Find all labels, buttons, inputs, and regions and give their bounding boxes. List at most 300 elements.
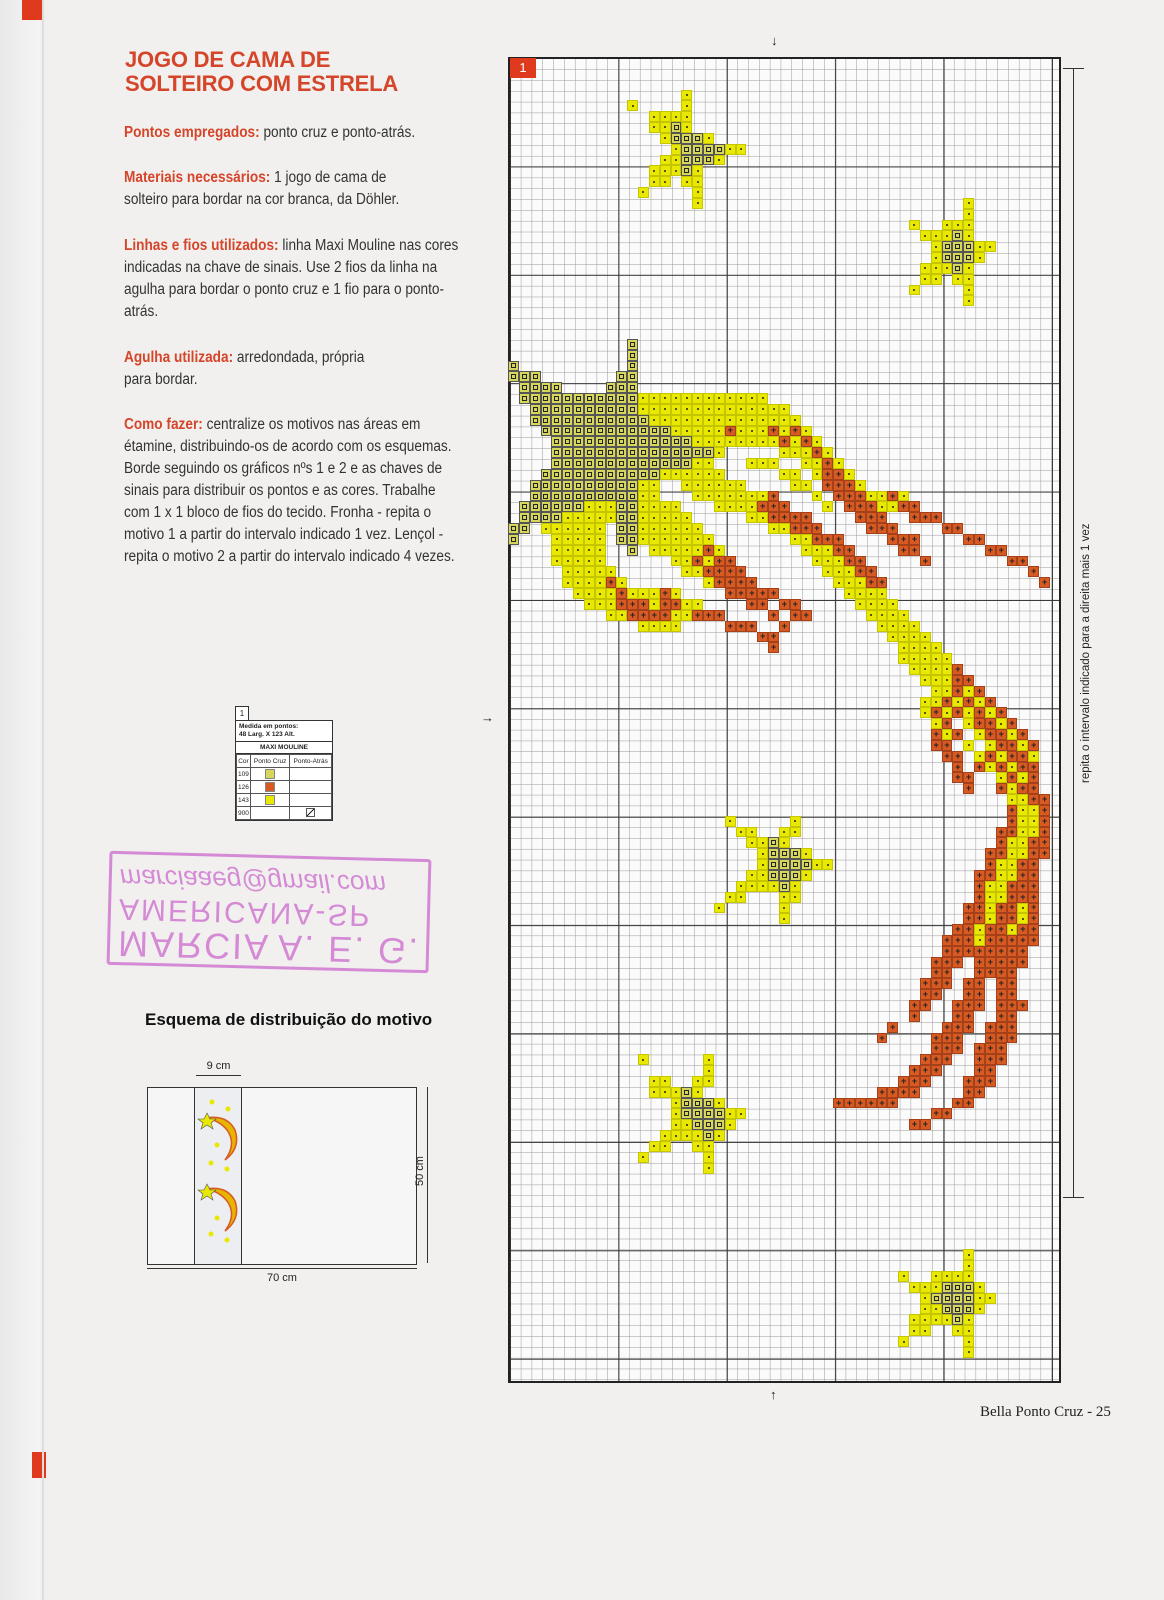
stitch-cell	[942, 968, 953, 979]
stitch-cell	[952, 220, 963, 231]
stitch-cell	[866, 610, 877, 621]
stitch-cell	[1039, 794, 1050, 805]
stitch-cell	[942, 1033, 953, 1044]
stitch-cell	[562, 426, 573, 437]
stitch-cell	[649, 447, 660, 458]
stitch-cell	[714, 577, 725, 588]
stitch-cell	[877, 588, 888, 599]
stitch-cell	[985, 903, 996, 914]
distribution-title: Esquema de distribuição do motivo	[145, 1010, 433, 1029]
stitch-cell	[779, 404, 790, 415]
stitch-cell	[606, 588, 617, 599]
stitch-cell	[985, 892, 996, 903]
stitch-cell	[942, 1271, 953, 1282]
stitch-cell	[692, 491, 703, 502]
stitch-cell	[595, 545, 606, 556]
stitch-cell	[942, 957, 953, 968]
stitch-cell	[606, 566, 617, 577]
stitch-cell	[757, 458, 768, 469]
stitch-cell	[595, 480, 606, 491]
stitch-cell	[1028, 913, 1039, 924]
stitch-cell	[974, 1076, 985, 1087]
stitch-cell	[974, 903, 985, 914]
stitch-cell	[671, 165, 682, 176]
stitch-cell	[920, 1119, 931, 1130]
stitch-cell	[790, 447, 801, 458]
stitch-cell	[963, 1076, 974, 1087]
stitch-cell	[746, 577, 757, 588]
stitch-cell	[681, 1098, 692, 1109]
stitch-cell	[790, 881, 801, 892]
repeat-arrow-right-icon: →	[481, 710, 494, 725]
stitch-cell	[768, 436, 779, 447]
key-size-value: 48 Larg. X 123 Alt.	[239, 731, 295, 738]
stitch-cell	[649, 165, 660, 176]
stitch-cell	[649, 523, 660, 534]
stitch-cell	[638, 469, 649, 480]
motif-thumbnail-icon	[195, 1088, 241, 1264]
stitch-cell	[638, 1054, 649, 1065]
stitch-cell	[779, 859, 790, 870]
stitch-cell	[985, 848, 996, 859]
stitch-cell	[660, 545, 671, 556]
stitch-cell	[703, 566, 714, 577]
stitch-cell	[920, 230, 931, 241]
stitch-cell	[768, 415, 779, 426]
stitch-cell	[996, 827, 1007, 838]
stitch-cell	[508, 361, 519, 372]
stitch-cell	[920, 263, 931, 274]
stitch-cell	[974, 946, 985, 957]
stitch-cell	[638, 621, 649, 632]
stitch-cell	[920, 978, 931, 989]
stitch-cell	[1017, 913, 1028, 924]
stitch-cell	[898, 534, 909, 545]
stitch-cell	[898, 632, 909, 643]
stitch-cell	[985, 740, 996, 751]
dimension-height: 50 cm	[413, 1156, 426, 1186]
stitch-cell	[920, 1065, 931, 1076]
stitch-cell	[757, 404, 768, 415]
stitch-cell	[866, 599, 877, 610]
stitch-cell	[931, 707, 942, 718]
stitch-cell	[703, 1152, 714, 1163]
stitch-cell	[1007, 751, 1018, 762]
stitch-cell	[931, 989, 942, 1000]
stitch-cell	[627, 480, 638, 491]
stitch-cell	[985, 1033, 996, 1044]
stitch-cell	[974, 686, 985, 697]
stitch-cell	[627, 404, 638, 415]
stitch-cell	[562, 458, 573, 469]
stitch-cell	[681, 512, 692, 523]
stitch-cell	[931, 252, 942, 263]
stitch-cell	[551, 491, 562, 502]
stitch-cell	[985, 1065, 996, 1076]
stitch-cell	[573, 491, 584, 502]
stitch-cell	[671, 1119, 682, 1130]
key-size	[236, 721, 332, 742]
stitch-cell	[996, 1054, 1007, 1065]
stitch-cell	[866, 523, 877, 534]
stitch-cell	[920, 512, 931, 523]
stitch-cell	[963, 209, 974, 220]
stitch-cell	[963, 783, 974, 794]
stitch-cell	[952, 1033, 963, 1044]
stitch-cell	[746, 599, 757, 610]
stitch-cell	[931, 718, 942, 729]
stitch-cell	[920, 1314, 931, 1325]
stitch-cell	[1028, 566, 1039, 577]
stitch-cell	[1007, 892, 1018, 903]
stitch-cell	[909, 534, 920, 545]
stitch-cell	[606, 599, 617, 610]
stitch-cell	[952, 924, 963, 935]
stitch-cell	[963, 718, 974, 729]
stitch-cell	[573, 436, 584, 447]
stitch-cell	[952, 664, 963, 675]
stitch-cell	[931, 1293, 942, 1304]
stitch-cell	[714, 393, 725, 404]
stitch-cell	[703, 1130, 714, 1141]
stitch-cell	[660, 436, 671, 447]
key-atras-cell	[290, 781, 332, 794]
stitch-cell	[887, 1087, 898, 1098]
section-pontos	[124, 122, 467, 144]
stitch-cell	[790, 436, 801, 447]
stitch-cell	[790, 469, 801, 480]
stitch-cell	[909, 1065, 920, 1076]
stitch-cell	[681, 111, 692, 122]
stitch-cell	[974, 1065, 985, 1076]
stitch-cell	[671, 447, 682, 458]
stitch-cell	[649, 393, 660, 404]
stitch-cell	[671, 523, 682, 534]
dimension-line	[196, 1075, 241, 1076]
stitch-cell	[985, 241, 996, 252]
stitch-cell	[584, 512, 595, 523]
stitch-cell	[779, 881, 790, 892]
stitch-cell	[942, 1282, 953, 1293]
stitch-cell	[768, 512, 779, 523]
stitch-cell	[812, 534, 823, 545]
stitch-cell	[681, 133, 692, 144]
stitch-cell	[681, 599, 692, 610]
stitch-cell	[757, 393, 768, 404]
stitch-cell	[703, 144, 714, 155]
stitch-cell	[551, 426, 562, 437]
stitch-cell	[866, 1098, 877, 1109]
stitch-cell	[952, 523, 963, 534]
stitch-cell	[931, 740, 942, 751]
stitch-cell	[866, 491, 877, 502]
stitch-cell	[942, 523, 953, 534]
stitch-cell	[963, 1304, 974, 1315]
stitch-cell	[1017, 903, 1028, 914]
section-label: Como fazer:	[124, 416, 203, 433]
stitch-cell	[519, 382, 530, 393]
stitch-cell	[584, 447, 595, 458]
stitch-cell	[746, 881, 757, 892]
stitch-cell	[530, 382, 541, 393]
stitch-cell	[920, 1054, 931, 1065]
stitch-cell	[1028, 935, 1039, 946]
stitch-cell	[909, 1087, 920, 1098]
stitch-cell	[942, 1054, 953, 1065]
stitch-cell	[952, 675, 963, 686]
stitch-cell	[660, 1087, 671, 1098]
key-row	[237, 807, 332, 820]
stitch-cell	[1007, 1000, 1018, 1011]
stitch-cell	[725, 588, 736, 599]
stitch-cell	[779, 469, 790, 480]
key-color-code: 126	[237, 781, 251, 794]
stitch-cell	[790, 816, 801, 827]
stitch-cell	[681, 458, 692, 469]
stitch-cell	[952, 697, 963, 708]
section-text: linha Maxi Mouline nas cores indicadas na chave de sinais. Use 2 fios da linha na agulha para bordar o ponto cruz e 1 fio para o ponto-atrás.	[124, 237, 459, 320]
stitch-cell	[681, 447, 692, 458]
stitch-cell	[985, 1043, 996, 1054]
stitch-cell	[1028, 903, 1039, 914]
stitch-cell	[844, 480, 855, 491]
stitch-cell	[996, 762, 1007, 773]
stitch-cell	[562, 512, 573, 523]
stitch-cell	[963, 1336, 974, 1347]
key-swatch-cell	[250, 768, 289, 781]
stitch-cell	[562, 501, 573, 512]
stitch-cell	[779, 837, 790, 848]
stitch-cell	[909, 1119, 920, 1130]
stitch-cell	[681, 436, 692, 447]
stitch-cell	[1039, 805, 1050, 816]
stitch-cell	[671, 122, 682, 133]
stitch-cell	[963, 740, 974, 751]
stitch-cell	[703, 436, 714, 447]
stitch-cell	[616, 415, 627, 426]
stitch-cell	[725, 577, 736, 588]
stitch-cell	[822, 556, 833, 567]
section-como-fazer	[124, 414, 458, 568]
stitch-cell	[660, 404, 671, 415]
stitch-cell	[996, 1000, 1007, 1011]
stitch-cell	[757, 415, 768, 426]
stitch-cell	[627, 361, 638, 372]
stitch-cell	[649, 610, 660, 621]
stitch-cell	[584, 534, 595, 545]
stitch-cell	[714, 469, 725, 480]
stitch-cell	[985, 935, 996, 946]
stitch-cell	[692, 534, 703, 545]
stitch-cell	[812, 859, 823, 870]
stitch-cell	[551, 469, 562, 480]
stitch-cell	[996, 978, 1007, 989]
stitch-cell	[952, 230, 963, 241]
stitch-cell	[768, 523, 779, 534]
stitch-cell	[887, 610, 898, 621]
stitch-cell	[963, 707, 974, 718]
stitch-cell	[1017, 957, 1028, 968]
stitch-cell	[898, 545, 909, 556]
stitch-cell	[584, 545, 595, 556]
stitch-cell	[627, 350, 638, 361]
stitch-cell	[595, 534, 606, 545]
stitch-cell	[779, 848, 790, 859]
stitch-cell	[1007, 935, 1018, 946]
stitch-cell	[703, 1054, 714, 1065]
stitch-cell	[920, 1282, 931, 1293]
stitch-cell	[833, 556, 844, 567]
stitch-cell	[562, 393, 573, 404]
ink-stamp	[107, 851, 432, 973]
stitch-cell	[606, 393, 617, 404]
key-chart-number: 1	[235, 706, 249, 721]
embroidery-strip	[194, 1088, 242, 1264]
stitch-cell	[974, 968, 985, 979]
stitch-cell	[671, 393, 682, 404]
stitch-cell	[551, 523, 562, 534]
stitch-cell	[671, 599, 682, 610]
stitch-cell	[974, 762, 985, 773]
stitch-cell	[736, 501, 747, 512]
stitch-cell	[692, 187, 703, 198]
stitch-cell	[746, 436, 757, 447]
stitch-cell	[931, 230, 942, 241]
stitch-cell	[963, 1314, 974, 1325]
stitch-cell	[649, 599, 660, 610]
stitch-cell	[1039, 848, 1050, 859]
stitch-cell	[703, 1119, 714, 1130]
stitch-cell	[681, 393, 692, 404]
stitch-cell	[595, 415, 606, 426]
stitch-cell	[996, 903, 1007, 914]
stitch-cell	[942, 1108, 953, 1119]
stitch-cell	[595, 426, 606, 437]
stitch-cell	[822, 480, 833, 491]
stitch-cell	[606, 491, 617, 502]
stitch-cell	[844, 491, 855, 502]
stitch-cell	[714, 480, 725, 491]
stitch-cell	[996, 935, 1007, 946]
stitch-cell	[671, 144, 682, 155]
stitch-cell	[703, 610, 714, 621]
stitch-cell	[931, 1065, 942, 1076]
stitch-cell	[985, 751, 996, 762]
stitch-cell	[671, 458, 682, 469]
stitch-cell	[1007, 805, 1018, 816]
stitch-cell	[790, 848, 801, 859]
stitch-cell	[920, 1325, 931, 1336]
stitch-cell	[931, 642, 942, 653]
stitch-cell	[649, 415, 660, 426]
stitch-cell	[855, 480, 866, 491]
stitch-cell	[757, 588, 768, 599]
stitch-cell	[703, 1065, 714, 1076]
stitch-cell	[996, 957, 1007, 968]
swatch-dot-icon	[265, 795, 275, 805]
stitch-cell	[508, 523, 519, 534]
stitch-cell	[649, 491, 660, 502]
stitch-cell	[844, 556, 855, 567]
stitch-cell	[942, 718, 953, 729]
stitch-cell	[1028, 805, 1039, 816]
stitch-cell	[801, 870, 812, 881]
stitch-cell	[573, 512, 584, 523]
stitch-cell	[985, 881, 996, 892]
stitch-cell	[887, 491, 898, 502]
stitch-cell	[768, 491, 779, 502]
stitch-cell	[692, 426, 703, 437]
stitch-cell	[725, 393, 736, 404]
stitch-cell	[952, 1000, 963, 1011]
stitch-cell	[963, 913, 974, 924]
stitch-cell	[714, 404, 725, 415]
stitch-cell	[985, 697, 996, 708]
stitch-cell	[649, 1141, 660, 1152]
stitch-cell	[703, 133, 714, 144]
stitch-cell	[692, 165, 703, 176]
stitch-cell	[963, 1087, 974, 1098]
stitch-cell	[671, 415, 682, 426]
stitch-cell	[963, 1000, 974, 1011]
stitch-cell	[1007, 827, 1018, 838]
stitch-cell	[606, 404, 617, 415]
stitch-cell	[595, 469, 606, 480]
stitch-cell	[746, 415, 757, 426]
stitch-cell	[801, 480, 812, 491]
stitch-cell	[627, 599, 638, 610]
stitch-cell	[1028, 881, 1039, 892]
stitch-cell	[877, 599, 888, 610]
stitch-cell	[887, 632, 898, 643]
stitch-cell	[671, 621, 682, 632]
stitch-cell	[703, 447, 714, 458]
stitch-cell	[963, 274, 974, 285]
stitch-cell	[985, 913, 996, 924]
stamp-name: MARCIA A. E. G.	[117, 923, 421, 972]
stitch-cell	[725, 556, 736, 567]
stitch-cell	[671, 556, 682, 567]
stitch-cell	[963, 1293, 974, 1304]
stitch-cell	[942, 230, 953, 241]
stitch-cell	[660, 393, 671, 404]
stitch-cell	[790, 892, 801, 903]
stitch-cell	[877, 1033, 888, 1044]
stitch-cell	[671, 545, 682, 556]
stitch-cell	[703, 426, 714, 437]
stitch-cell	[519, 501, 530, 512]
stitch-cell	[942, 653, 953, 664]
stitch-cell	[757, 870, 768, 881]
backstitch-icon	[306, 808, 315, 817]
swatch-square-icon	[265, 769, 275, 779]
stitch-cell	[790, 859, 801, 870]
stamp-city: AMERICANA-SP	[118, 892, 372, 932]
stitch-cell	[671, 469, 682, 480]
stitch-cell	[562, 556, 573, 567]
stitch-cell	[714, 1098, 725, 1109]
page-footer: Bella Ponto Cruz - 25	[980, 1404, 1111, 1420]
stitch-cell	[573, 556, 584, 567]
stitch-cell	[616, 610, 627, 621]
stitch-cell	[790, 415, 801, 426]
stitch-cell	[606, 480, 617, 491]
stitch-cell	[1028, 924, 1039, 935]
stitch-cell	[1017, 881, 1028, 892]
stitch-cell	[703, 534, 714, 545]
stitch-cell	[681, 155, 692, 166]
stitch-cell	[963, 675, 974, 686]
